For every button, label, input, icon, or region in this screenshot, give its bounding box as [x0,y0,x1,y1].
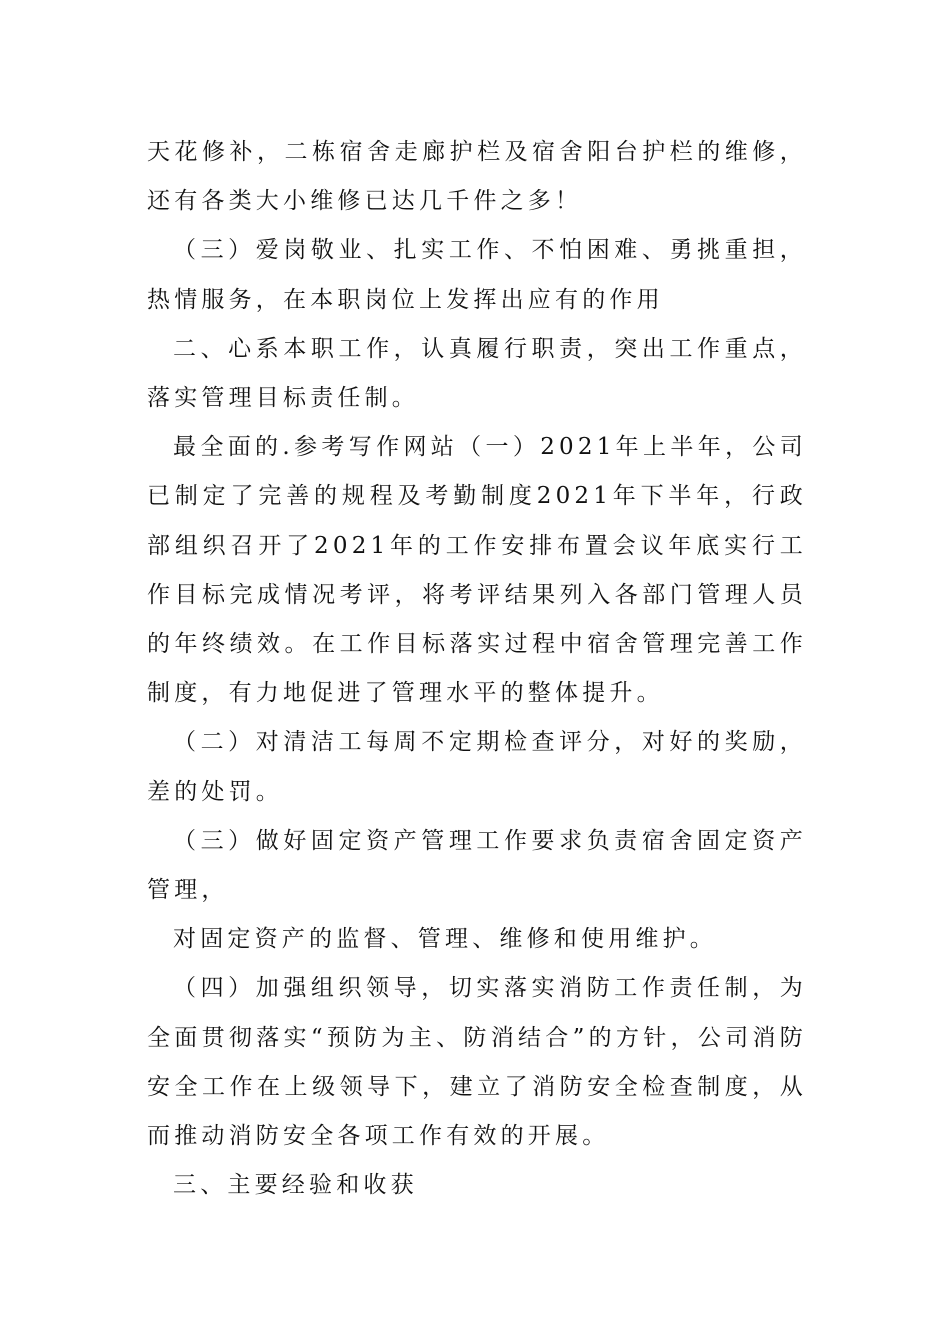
section-heading-2: 二、心系本职工作，认真履行职责，突出工作重点，落实管理目标责任制。 [147,335,807,412]
paragraph-asset-maintenance: 对固定资产的监督、管理、维修和使用维护。 [173,926,717,953]
paragraph-fixed-assets: （三）做好固定资产管理工作要求负责宿舍固定资产管理， [147,827,807,904]
paragraph-regulations: 最全面的.参考写作网站（一）2021年上半年，公司已制定了完善的规程及考勤制度2021年下半年，行政部组织召开了2021年的工作安排布置会议年底实行工作目标完成情况考评，将考评结果列入各部门管理人员的年终绩效。在工作目标落实过程中宿舍管理完善工作制度，有力地促进了管理水平的整体提升。 [147,434,807,707]
section-heading-3: 三、主要经验和收获 [173,1172,418,1199]
paragraph-cleaning-inspection: （二）对清洁工每周不定期检查评分，对好的奖励，差的处罚。 [147,729,807,805]
paragraph-dedication: （三）爱岗敬业、扎实工作、不怕困难、勇挑重担，热情服务，在本职岗位上发挥出应有的作用 [147,237,807,313]
document-body [147,128,807,1210]
paragraph-repairs: 天花修补，二栋宿舍走廊护栏及宿舍阳台护栏的维修，还有各类大小维修已达几千件之多！ [147,139,807,215]
paragraph-fire-safety: （四）加强组织领导，切实落实消防工作责任制，为全面贯彻落实“预防为主、防消结合”的方针，公司消防安全工作在上级领导下，建立了消防安全检查制度，从而推动消防安全各项工作有效的开展。 [147,975,807,1150]
